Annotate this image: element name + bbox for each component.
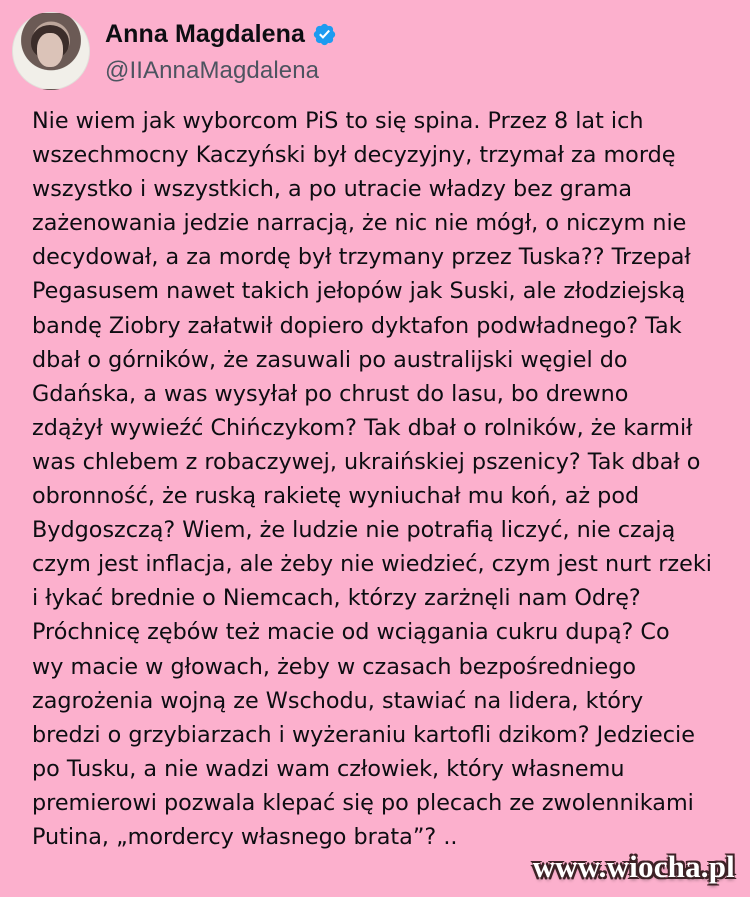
verified-check-icon — [312, 22, 337, 47]
avatar[interactable] — [12, 12, 90, 90]
tweet-header — [12, 12, 337, 90]
author-info — [105, 16, 337, 87]
display-name-row — [105, 16, 337, 54]
user-handle[interactable]: @IIAnnaMagdalena — [105, 56, 320, 84]
tweet-text: Nie wiem jak wyborcom PiS to się spina. Przez 8 lat ich wszechmocny Kaczyński był decyzyjny, trzymał za mordę wszystko i wszystkich, a po utracie władzy bez grama zażenowania jedzie narracją, że nic nie mógł, o niczym nie decydował, a za mordę był trzymany przez Tuska?? Trzepał Pegasusem nawet takich jełopów jak Suski, ale złodziejską bandę Ziobry załatwił dopiero dyktafon podwładnego? Tak dbał o górników, że zasuwali po australijski węgiel do Gdańska, a was wysyłał po chrust do lasu, bo drewno zdążył wywieźć Chińczykom? Tak dbał o rolników, że karmił was chlebem z robaczywej, ukraińskiej pszenicy? Tak dbał o obronność, że ruską rakietę wyniuchał mu koń, aż pod Bydgoszczą? Wiem, że ludzie nie potrafią liczyć, nie czają czym jest inflacja, ale żeby nie wiedzieć, czym jest nurt rzeki i łykać brednie o Niemcach, którzy zarżnęli nam Odrę? Próchnicę zębów też macie od wciągania cukru dupą? Co wy macie w głowach, żeby w czasach bezpośredniego zagrożenia wojną ze Wschodu, stawiać na lidera, który bredzi o grzybiarzach i wyżeraniu kartofli dzikom? Jedziecie po Tusku, a nie wadzi wam człowiek, który własnemu premierowi pozwala klepać się po plecach ze zwolennikami Putina, „mordercy własnego brata”? .. — [32, 108, 712, 850]
display-name[interactable]: Anna Magdalena — [105, 20, 306, 48]
site-watermark: www.wiocha.pl — [532, 849, 735, 884]
